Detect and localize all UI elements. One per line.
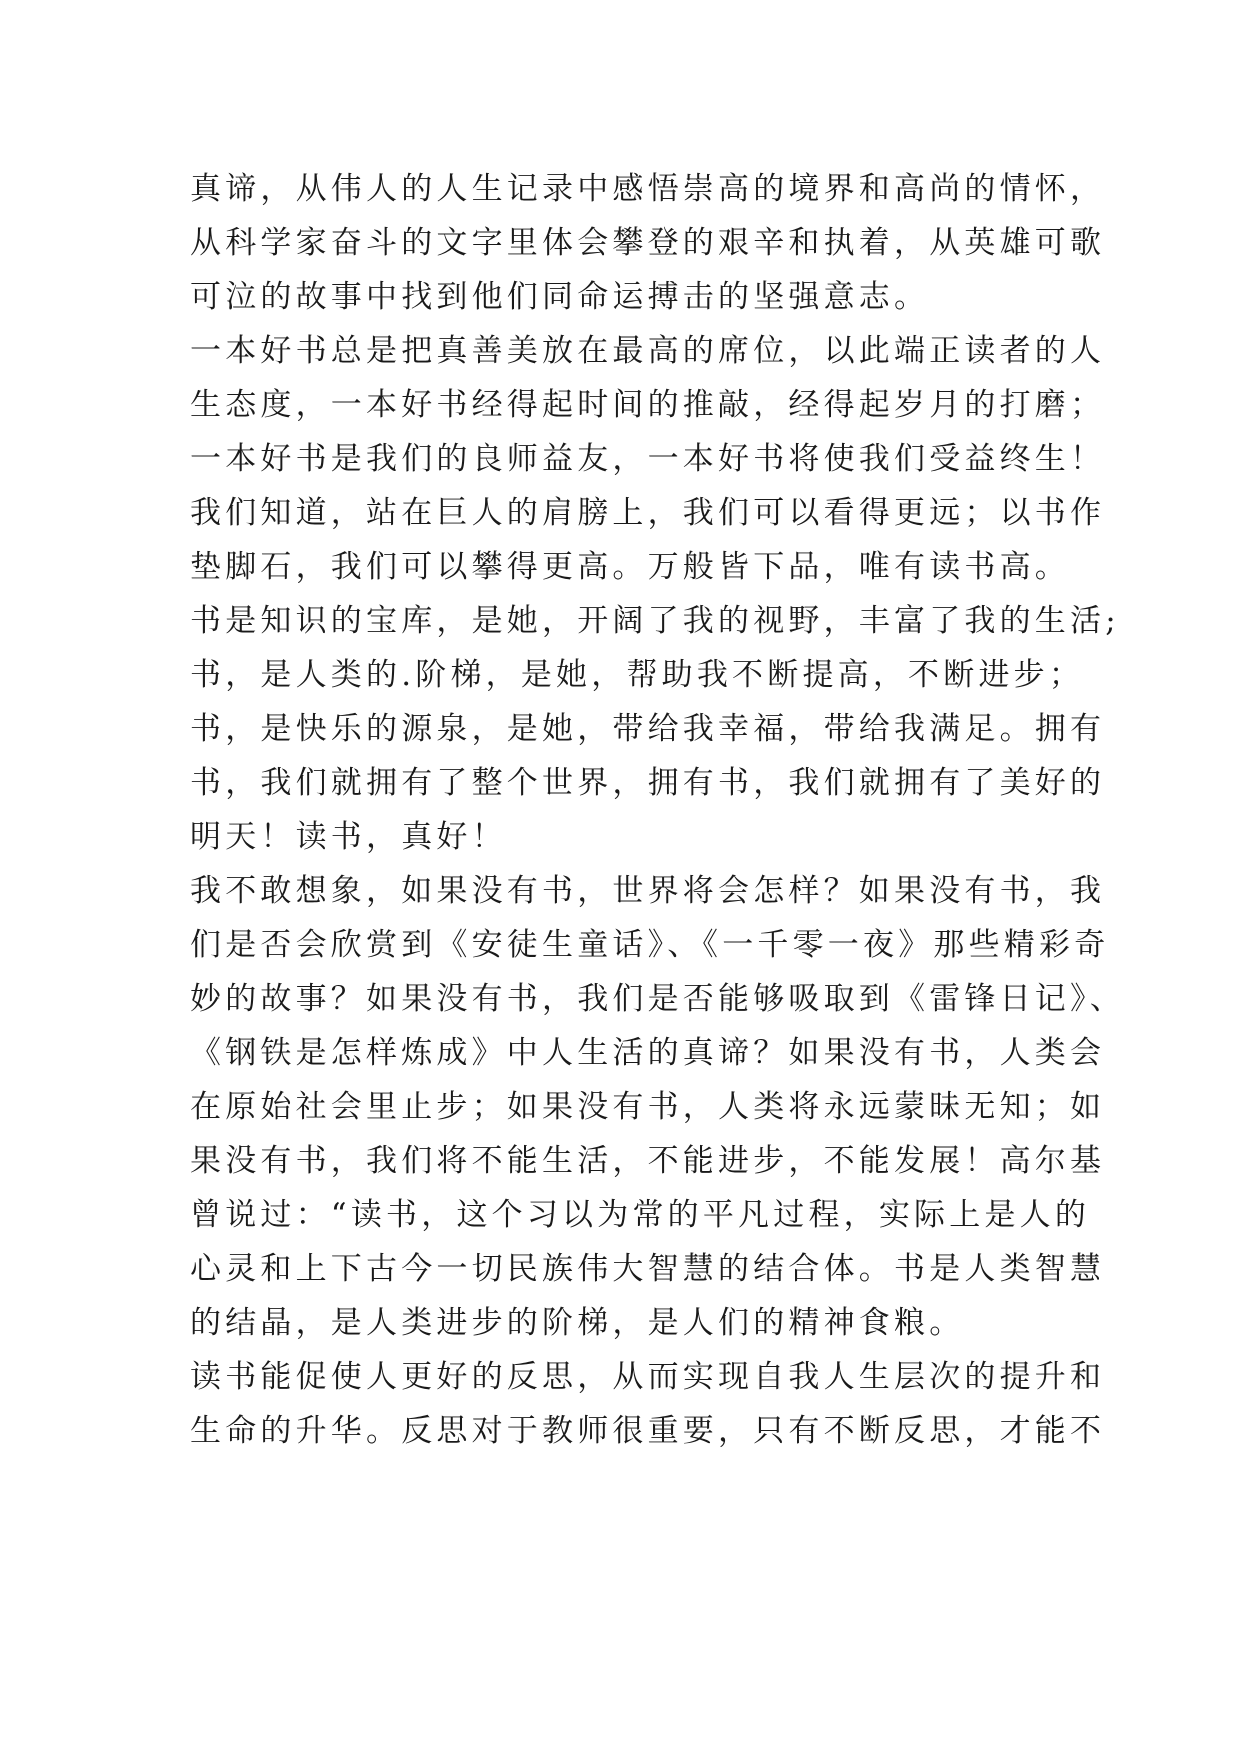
text-line: 生命的升华。反思对于教师很重要，只有不断反思，才能不 (190, 1413, 1106, 1449)
text-line: 《钢铁是怎样炼成》中人生活的真谛？如果没有书，人类会 (190, 1035, 1106, 1071)
body-text (190, 162, 1125, 1458)
text-line: 真谛，从伟人的人生记录中感悟崇高的境界和高尚的情怀， (190, 171, 1106, 207)
text-line: 书，我们就拥有了整个世界，拥有书，我们就拥有了美好的 (190, 765, 1106, 801)
text-line: 垫脚石，我们可以攀得更高。万般皆下品，唯有读书高。 (190, 549, 1070, 585)
text-line: 们是否会欣赏到《安徒生童话》、《一千零一夜》那些精彩奇 (190, 927, 1110, 963)
text-line: 一本好书总是把真善美放在最高的席位，以此端正读者的人 (190, 333, 1106, 369)
text-line: 我们知道，站在巨人的肩膀上，我们可以看得更远；以书作 (190, 495, 1106, 531)
text-line: 在原始社会里止步；如果没有书，人类将永远蒙昧无知；如 (190, 1089, 1106, 1125)
text-line: 的结晶，是人类进步的阶梯，是人们的精神食粮。 (190, 1305, 965, 1341)
text-line: 读书能促使人更好的反思，从而实现自我人生层次的提升和 (190, 1359, 1106, 1395)
text-line: 可泣的故事中找到他们同命运搏击的坚强意志。 (190, 279, 930, 315)
text-line: 我不敢想象，如果没有书，世界将会怎样？如果没有书，我 (190, 873, 1106, 909)
text-line: 曾说过：“读书，这个习以为常的平凡过程，实际上是人的 (190, 1197, 1091, 1233)
text-line: 果没有书，我们将不能生活，不能进步，不能发展！高尔基 (190, 1143, 1106, 1179)
text-line: 生态度，一本好书经得起时间的推敲，经得起岁月的打磨； (190, 387, 1106, 423)
text-line: 心灵和上下古今一切民族伟大智慧的结合体。书是人类智慧 (190, 1251, 1106, 1287)
text-line: 书是知识的宝库，是她，开阔了我的视野，丰富了我的生活; (190, 603, 1120, 639)
text-line: 妙的故事？如果没有书，我们是否能够吸取到《雷锋日记》、 (190, 981, 1125, 1017)
text-line: 明天！读书，真好！ (190, 819, 507, 855)
text-line: 书，是快乐的源泉，是她，带给我幸福，带给我满足。拥有 (190, 711, 1106, 747)
text-line: 书，是人类的.阶梯，是她，帮助我不断提高，不断进步； (190, 657, 1085, 693)
text-line: 一本好书是我们的良师益友，一本好书将使我们受益终生！ (190, 441, 1106, 477)
text-line: 从科学家奋斗的文字里体会攀登的艰辛和执着，从英雄可歌 (190, 225, 1106, 261)
